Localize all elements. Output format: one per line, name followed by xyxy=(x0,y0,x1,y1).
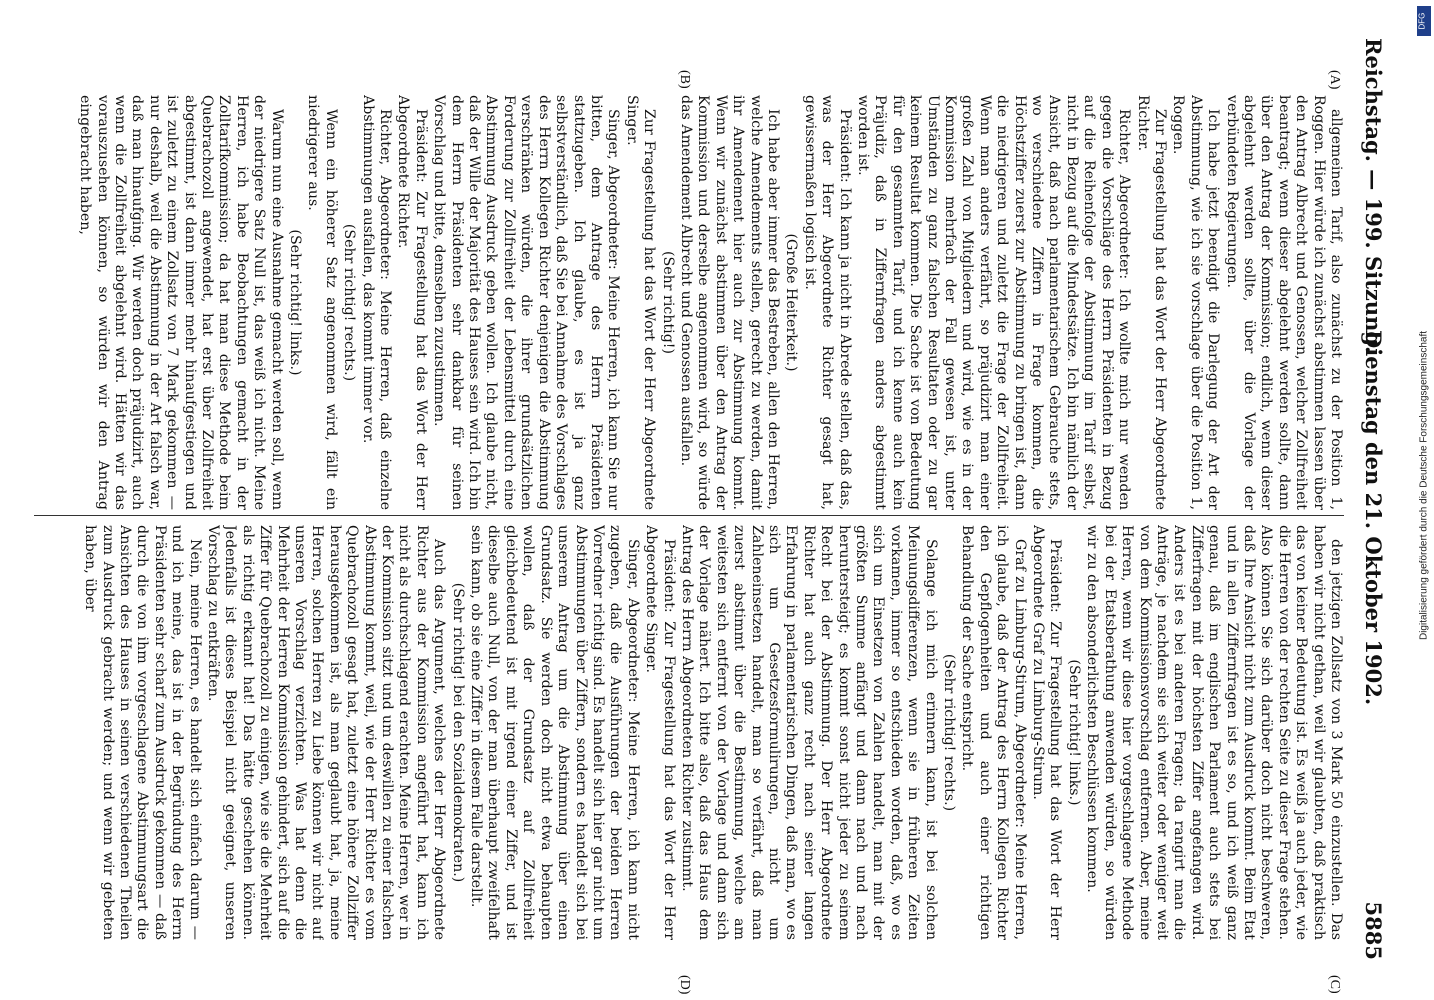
paragraph: Auch das Argument, welches der Herr Abgeordnete Richter aus der Kommission angeführt hat, kann ich nicht als durchschlagend erachten. Meine Herren, wer in der Kommission sitzt und um deswillen zu einer falschen Abstimmung kommt, weil, wie der Herr Richter es vom Quebrachozoll gesagt hat, zuletzt eine höhere Zollziffer herausgekommen ist, als man geglaubt hat, ja, meine Herren, solchen Herren zu Liebe können wir nicht auf unseren Vorschlag verzichten. Was hat denn die Mehrheit der Herren Kommission gehindert, sich auf die Ziffer für Quebrachozoll zu einigen, wie sie die Mehrheit als richtig erkannt hat! Das hätte geschehen können. Jedenfalls ist dieses Beispiel nicht geeignet, unseren Vorschlag zu entkräften. xyxy=(205,525,448,940)
digitization-credit xyxy=(1418,60,1428,920)
interjection: (Große Heiterkeit.) xyxy=(783,233,800,372)
page-number: 5885 xyxy=(1361,901,1386,960)
paragraph: Präsident: Zur Fragestellung hat das Wort der Herr Abgeordnete Singer. xyxy=(643,525,677,940)
paragraph: Solange ich mich erinnern kann, ist bei solchen Meinungsdifferenzen, wenn sie in früheren Zeiten vorkamen, immer so entschieden worden, daß, wo es sich um Einsetzen von Zahlen handelt, man mit der größten Summe anfängt und dann nach und nach heruntersteigt; es kommt sonst nicht jeder zu seinem Recht bei der Abstimmung. Der Herr Abgeordnete Richter hat auch ganz recht nach seiner langen Erfahrung in parlamentarischen Dingen, daß man, wo es sich um Gesetzesformulirungen, nicht um Zahleneinsetzen handelt, man so verfährt, daß man zuerst abstimmt über die Bestimmung, welche am weitesten sich entfernt von der Vorlage und dann sich der Vorlage nähert. Ich bitte also, daß das Haus dem Antrag des Herrn Abgeordneten Richter zustimmt. xyxy=(678,525,939,940)
paragraph: Warum nun eine Ausnahme gemacht werden soll, wenn der niedrigere Satz Null ist, das weiß ich nicht. Meine Herren, ich habe Beobachtungen gemacht in der Zolltarifkommission; da hat man diese Methode beim Quebrachozoll angewendet, hat erst über Zollfreiheit abgestimmt, ist dann immer mehr hinaufgestiegen und ist zuletzt zu einem Zollsatz von 7 Mark gekommen — nur deshalb, weil die Abstimmung in der Art falsch war, daß man hinaufging. Wir werden doch präjudizirt, auch wenn die Zollfreiheit abgelehnt wird. Hätten wir das vorauszusehen können, so würden wir den Antrag eingebracht haben, xyxy=(77,95,285,510)
paragraph: Präsident: Zur Fragestellung hat das Wort der Herr Abgeordnete Richter. xyxy=(395,95,429,510)
interjection: (Sehr richtig! bei den Sozialdemokraten.) xyxy=(449,582,466,883)
margin-letter-a: (A) xyxy=(1327,70,1342,90)
page-header xyxy=(1354,30,1394,970)
paragraph: Graf zu Limburg-Stirum, Abgeordneter: Meine Herren, ich glaube, daß der Antrag des Herrn Kollegen Richter den Gepflogenheiten und auch einer richtigen Behandlung der Sache entspricht. xyxy=(959,525,1028,940)
paragraph: Zur Fragestellung hat das Wort der Herr Abgeordnete Richter. xyxy=(1134,95,1168,510)
header-date: Dienstag den 21. Oktober 1902. xyxy=(1361,330,1386,706)
interjection: (Sehr richtig! rechts.) xyxy=(941,653,958,812)
interjection: (Sehr richtig! rechts.) xyxy=(341,223,358,382)
interjection: (Sehr richtig! links.) xyxy=(1065,659,1082,806)
margin-letter-b: (B) xyxy=(677,70,692,89)
interjection: (Sehr richtig! links.) xyxy=(287,229,304,376)
dfg-logo: DFG xyxy=(1417,6,1431,36)
margin-letter-c: (C) xyxy=(1327,975,1342,994)
paragraph: Präsident: Zur Fragestellung hat das Wort der Herr Abgeordnete Graf zu Limburg-Stirum. xyxy=(1030,525,1064,940)
paragraph: Zur Fragestellung hat das Wort der Herr Abgeordnete Singer. xyxy=(623,95,658,510)
credit-text: Digitalisierung gefördert durch die Deutsche Forschungsgemeinschaft xyxy=(1418,330,1430,641)
paragraph: Singer, Abgeordneter: Meine Herren, ich kann nicht zugeben, daß die Ausführungen der beiden Herren Vorredner richtig sind. Es handelt sich hier gar nicht um Abstimmungen über Ziffern, sondern es handelt sich bei unserem Antrag um die Abstimmung über einen Grundsatz. Sie werden doch nicht etwa behaupten wollen, daß der Grundsatz auf Zollfreiheit gleichbedeutend ist mit irgend einer Ziffer, und ist dieselbe auch Null, von der man überhaupt zweifelhaft sein kann, ob sie eine Ziffer in diesem Falle darstellt. xyxy=(468,525,641,940)
paragraph: Präsident: Ich kann ja nicht in Abrede stellen, daß das, was der Herr Abgeordnete Richter gesagt hat, gewissermaßen logisch ist. xyxy=(801,95,853,510)
margin-letter-d: (D) xyxy=(677,975,692,995)
paragraph: Ich habe aber immer das Bestreben, allen den Herren, welche Amendements stellen, gerecht zu werden, damit ihr Amendement hier auch zur Abstimmung kommt. Wenn wir zunächst abstimmen über den Antrag der Kommission und derselbe angenommen wird, so würde das Amendement Albrecht und Genossen ausfallen. xyxy=(677,95,781,510)
paragraph: allgemeinen Tarif, also zunächst zu der Position 1, Roggen. Hier würde ich zunächst abstimmen lassen über den Antrag Albrecht und Genossen, welcher Zollfreiheit beantragt; wenn dieser abgelehnt werden sollte, dann über den Antrag der Kommission; endlich, wenn dieser abgelehnt werden sollte, über die Vorlage der verbündeten Regierungen. xyxy=(1223,95,1344,510)
paragraph: Nein, meine Herren, es handelt sich einfach darum — und ich meine, das ist in der Begründung des Herrn Präsidenten sehr scharf zum Ausdruck gekommen — daß durch die von ihm vorgeschlagene Abstimmungsart die Ansichten des Hauses in seinen verschiedenen Theilen zum Ausdruck gebracht werden; und wenn wir gebeten haben, über xyxy=(82,525,203,940)
paragraph: Ich habe jetzt beendigt die Darlegung der Art der Abstimmung, wie ich sie vorschlage über die Position 1, Roggen. xyxy=(1170,95,1222,510)
header-section-title: Reichstag. — 199. Sitzung. xyxy=(1361,38,1386,354)
interjection: (Sehr richtig!) xyxy=(659,250,676,355)
paragraph: Singer, Abgeordneter: Meine Herren, ich kann Sie nur bitten, dem Antrage des Herrn Präsidenten stattzugeben. Ich glaube, es ist ja ganz selbstverständlich, daß Sie bei Annahme des Vorschlages des Herrn Kollegen Richter denjenigen die Abstimmung verschränken würden, die ihrer grundsätzlichen Forderung zur Zollfreiheit der Lebensmittel durch eine Abstimmung Ausdruck geben wollen. Ich glaube nicht, daß der Wille der Majorität des Hauses sein wird. Ich bin dem Herrn Präsidenten sehr dankbar für seinen Vorschlag und bitte, demselben zuzustimmen. xyxy=(431,95,622,510)
column-divider xyxy=(34,515,1344,516)
paragraph: Richter, Abgeordneter: Meine Herren, daß einzelne Abstimmungen ausfallen, das kommt immer vor. xyxy=(359,95,394,510)
paragraph: Richter, Abgeordneter: Ich wollte mich nur wenden gegen die Vorschläge des Herrn Präsidenten in Bezug auf die Reihenfolge der Abstimmung im Tarif selbst, nicht in Bezug auf die Mindestsätze. Ich bin nämlich der Ansicht, daß nach parlamentarischem Gebrauche stets, wo verschiedene Ziffern in Frage kommen, die Höchstziffer zuerst zur Abstimmung zu bringen ist, dann die niedrigeren und zuletzt die Frage der Zollfreiheit. Wenn man anders verfährt, so präjudizirt man einer großen Zahl von Mitgliedern und wird, wie es in der Kommission mehrfach der Fall gewesen ist, unter Umständen zu ganz falschen Resultaten oder zu gar keinem Resultat kommen. Die Sache ist von Bedeutung für den gesammten Tarif, und ich kenne auch kein Präjudiz, daß in Ziffernfragen anders abgestimmt worden ist. xyxy=(855,95,1133,510)
paragraph: Wenn ein höherer Satz angenommen wird, fällt ein niedrigerer aus. xyxy=(305,95,339,510)
text-column-right xyxy=(34,525,1344,940)
paragraph: den jetzigen Zollsatz von 3 Mark 50 einzustellen. Das haben wir nicht gethan, weil wir glaubten, daß praktisch das von keiner Bedeutung ist. Es weiß ja auch jeder, wie die Herren von der rechten Seite zu dieser Frage stehen. Also können Sie sich darüber doch nicht beschweren, daß Ihre Ansicht nicht zum Ausdruck kommt. Beim Etat und in allen Ziffernfragen ist es so, und ich weiß ganz genau, daß im englischen Parlament auch stets bei Zifferfragen mit der höchsten Ziffer angefangen wird. Anders ist es bei anderen Fragen; da rangirt man die Anträge, je nachdem sie sich weiter oder weniger weit von dem Kommissionsvorschlag entfernen. Aber, meine Herren, wenn wir diese hier vorgeschlagene Methode bei der Etatsberathung anwenden würden, so würden wir zu den absonderlichsten Beschlüssen kommen. xyxy=(1084,525,1344,940)
text-column-left xyxy=(34,95,1344,510)
